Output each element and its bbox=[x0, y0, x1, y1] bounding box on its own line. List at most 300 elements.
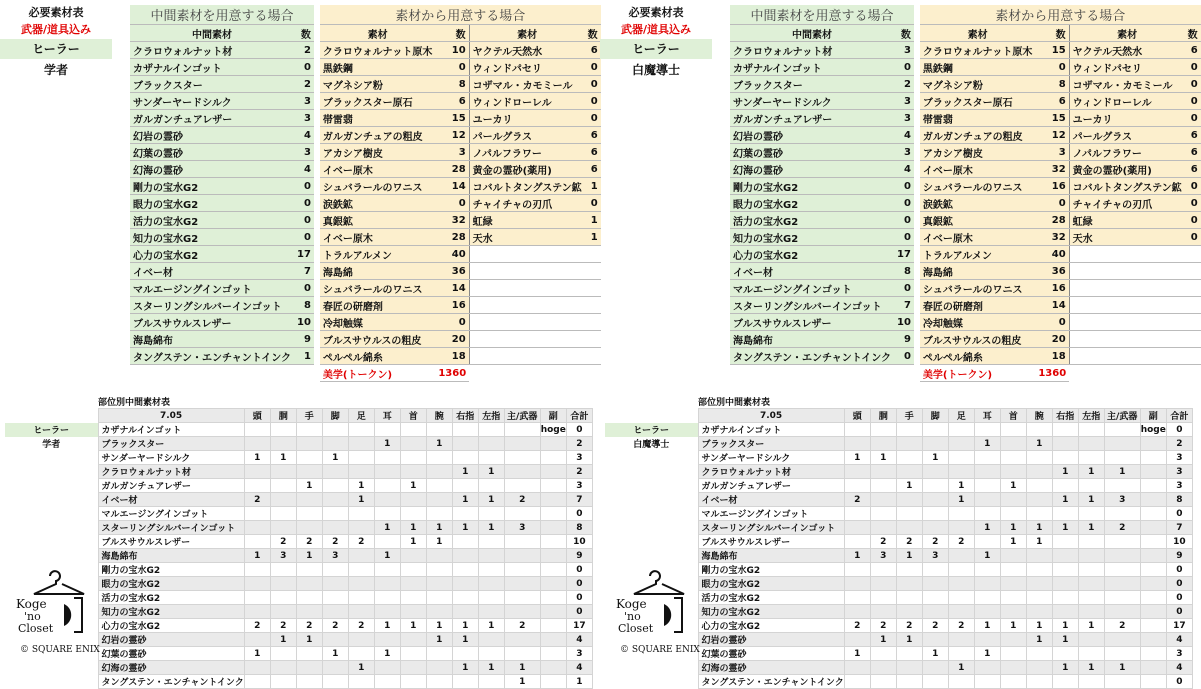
parts-count bbox=[374, 479, 400, 493]
parts-count: 1 bbox=[1000, 619, 1026, 633]
parts-count bbox=[1140, 507, 1166, 521]
parts-count bbox=[974, 661, 1000, 675]
parts-count bbox=[270, 661, 296, 675]
parts-count: 1 bbox=[1052, 521, 1078, 535]
parts-item-name: ブルスサウルスレザー bbox=[98, 535, 244, 549]
parts-count bbox=[1026, 577, 1052, 591]
material-row bbox=[130, 365, 601, 382]
parts-count bbox=[870, 647, 896, 661]
raw-item-count: 0 bbox=[1185, 110, 1201, 127]
material-row bbox=[130, 212, 601, 229]
raw-item-name: パールグラス bbox=[1069, 127, 1185, 144]
blank bbox=[730, 365, 894, 382]
parts-count bbox=[870, 437, 896, 451]
parts-count bbox=[896, 465, 922, 479]
parts-count bbox=[948, 605, 974, 619]
parts-count bbox=[348, 437, 374, 451]
hanger-logo-icon bbox=[14, 568, 104, 638]
copyright: © SQUARE ENIX bbox=[20, 645, 100, 655]
parts-count bbox=[1104, 605, 1140, 619]
parts-count bbox=[426, 605, 452, 619]
parts-count: 1 bbox=[1026, 535, 1052, 549]
parts-count: 1 bbox=[374, 647, 400, 661]
parts-total: 0 bbox=[566, 577, 592, 591]
parts-count bbox=[270, 647, 296, 661]
parts-count: 2 bbox=[322, 619, 348, 633]
blank bbox=[469, 280, 585, 297]
parts-count: 2 bbox=[922, 535, 948, 549]
raw-item-count: 14 bbox=[435, 280, 469, 297]
blank bbox=[585, 365, 601, 382]
parts-count bbox=[974, 507, 1000, 521]
blank bbox=[5, 675, 98, 689]
parts-count bbox=[1000, 507, 1026, 521]
parts-count bbox=[244, 661, 270, 675]
raw-item-count: 6 bbox=[435, 93, 469, 110]
logo-text-2: 'no bbox=[624, 610, 641, 623]
raw-item-name: コバルトタングステン鉱 bbox=[469, 178, 585, 195]
blank bbox=[605, 465, 698, 479]
mid-item-name: 幻海の霊砂 bbox=[730, 161, 894, 178]
parts-count bbox=[296, 507, 322, 521]
parts-count: 1 bbox=[452, 661, 478, 675]
raw-item-count: 15 bbox=[1035, 110, 1069, 127]
num-col-header: 数 bbox=[435, 25, 469, 42]
parts-item-name: 剛力の宝水G2 bbox=[698, 563, 844, 577]
raw-item-name: シュバラールのワニス bbox=[920, 280, 1035, 297]
parts-count bbox=[452, 605, 478, 619]
parts-count: 3 bbox=[922, 549, 948, 563]
parts-count bbox=[348, 549, 374, 563]
mid-item-name: イベー材 bbox=[730, 263, 894, 280]
raw-item-name: 帯雷翡 bbox=[320, 110, 435, 127]
column-header-row bbox=[730, 25, 1201, 42]
blank bbox=[1185, 280, 1201, 297]
parts-count bbox=[1140, 549, 1166, 563]
mid-item-name: サンダーヤードシルク bbox=[730, 93, 894, 110]
parts-count: 1 bbox=[948, 479, 974, 493]
parts-count bbox=[540, 605, 566, 619]
part-col-header: 胴 bbox=[270, 409, 296, 423]
part-col-header: 首 bbox=[1000, 409, 1026, 423]
parts-count: 2 bbox=[504, 619, 540, 633]
parts-count bbox=[948, 563, 974, 577]
column-header-row bbox=[130, 25, 601, 42]
sheet-subtitle: 武器/道具込み bbox=[20, 23, 92, 36]
raw-item-name: ガルガンチュアの粗皮 bbox=[920, 127, 1035, 144]
raw-section-header: 素材から用意する場合 bbox=[920, 5, 1201, 25]
parts-count bbox=[426, 647, 452, 661]
mid-item-name: クラロウォルナット材 bbox=[130, 42, 294, 59]
parts-count bbox=[452, 591, 478, 605]
mid-item-count: 0 bbox=[894, 59, 914, 76]
mid-item-count: 1 bbox=[294, 348, 314, 365]
parts-total: 0 bbox=[1166, 591, 1192, 605]
mid-item-count: 3 bbox=[894, 42, 914, 59]
parts-count bbox=[426, 661, 452, 675]
raw-item-name: 海島綿 bbox=[920, 263, 1035, 280]
parts-count: 2 bbox=[244, 619, 270, 633]
material-row bbox=[730, 93, 1201, 110]
mid-item-name: 活力の宝水G2 bbox=[130, 212, 294, 229]
raw-item-name: 涙鉄鉱 bbox=[920, 195, 1035, 212]
parts-count: 2 bbox=[270, 535, 296, 549]
parts-count bbox=[400, 675, 426, 689]
parts-count bbox=[348, 577, 374, 591]
parts-count: 1 bbox=[1052, 465, 1078, 479]
blank bbox=[1069, 331, 1185, 348]
parts-count bbox=[322, 675, 348, 689]
parts-item-name: 幻岩の霊砂 bbox=[98, 633, 244, 647]
parts-header-row bbox=[605, 409, 1192, 423]
parts-count bbox=[296, 661, 322, 675]
parts-count bbox=[426, 493, 452, 507]
parts-count: 2 bbox=[1104, 521, 1140, 535]
parts-count: 1 bbox=[948, 661, 974, 675]
parts-count: 1 bbox=[1078, 493, 1104, 507]
parts-count bbox=[922, 507, 948, 521]
parts-count bbox=[1052, 423, 1078, 437]
parts-count bbox=[296, 451, 322, 465]
blank bbox=[1185, 314, 1201, 331]
parts-count bbox=[426, 465, 452, 479]
mid-item-count: 2 bbox=[294, 76, 314, 93]
parts-item-name: スターリングシルバーインゴット bbox=[98, 521, 244, 535]
parts-count bbox=[540, 507, 566, 521]
parts-total: 3 bbox=[566, 451, 592, 465]
raw-item-name: シュバラールのワニス bbox=[320, 280, 435, 297]
parts-total: 3 bbox=[566, 479, 592, 493]
parts-count: 2 bbox=[844, 619, 870, 633]
parts-count: hoge bbox=[1140, 424, 1166, 435]
parts-count bbox=[1052, 647, 1078, 661]
blank bbox=[5, 507, 98, 521]
parts-count: 1 bbox=[1078, 619, 1104, 633]
parts-count: 2 bbox=[322, 535, 348, 549]
parts-total: 0 bbox=[566, 591, 592, 605]
parts-count bbox=[504, 479, 540, 493]
mid-item-name: サンダーヤードシルク bbox=[130, 93, 294, 110]
part-col-header: 左指 bbox=[478, 409, 504, 423]
material-row bbox=[730, 76, 1201, 93]
parts-count bbox=[270, 437, 296, 451]
mid-item-name: クラロウォルナット材 bbox=[730, 42, 894, 59]
parts-item-name: ブルスサウルスレザー bbox=[698, 535, 844, 549]
parts-count bbox=[478, 437, 504, 451]
raw-item-count: 36 bbox=[435, 263, 469, 280]
raw-item-count: 12 bbox=[435, 127, 469, 144]
parts-count: 1 bbox=[452, 521, 478, 535]
parts-count bbox=[974, 675, 1000, 689]
parts-count bbox=[374, 507, 400, 521]
parts-count bbox=[296, 675, 322, 689]
raw-item-count: 0 bbox=[435, 195, 469, 212]
parts-count bbox=[1078, 633, 1104, 647]
part-col-header: 手 bbox=[896, 409, 922, 423]
parts-count bbox=[478, 647, 504, 661]
parts-count bbox=[348, 451, 374, 465]
raw-item-name: チャイチャの刃爪 bbox=[469, 195, 585, 212]
parts-count bbox=[870, 591, 896, 605]
mid-item-name: イベー材 bbox=[130, 263, 294, 280]
parts-count bbox=[948, 423, 974, 437]
part-col-header: 頭 bbox=[844, 409, 870, 423]
blank bbox=[1069, 348, 1185, 365]
parts-count bbox=[400, 437, 426, 451]
part-col-header: 胴 bbox=[870, 409, 896, 423]
parts-count bbox=[948, 633, 974, 647]
raw-item-name: イベー原木 bbox=[920, 161, 1035, 178]
parts-count bbox=[540, 661, 566, 675]
parts-count: 1 bbox=[270, 451, 296, 465]
blank bbox=[605, 479, 698, 493]
parts-total: 4 bbox=[566, 633, 592, 647]
parts-total: 4 bbox=[1166, 661, 1192, 675]
mid-item-name: ガルガンチュアレザー bbox=[130, 110, 294, 127]
part-col-header: 主/武器 bbox=[1104, 409, 1140, 423]
parts-total: 3 bbox=[1166, 451, 1192, 465]
job-info bbox=[0, 5, 112, 81]
blank bbox=[1185, 263, 1201, 280]
parts-count bbox=[348, 507, 374, 521]
parts-count bbox=[478, 577, 504, 591]
raw-item-name: 黄金の霊砂(薬用) bbox=[1069, 161, 1185, 178]
material-row bbox=[730, 144, 1201, 161]
parts-count bbox=[974, 535, 1000, 549]
parts-item-name: サンダーヤードシルク bbox=[698, 451, 844, 465]
part-col-header: 耳 bbox=[374, 409, 400, 423]
parts-count bbox=[374, 661, 400, 675]
parts-total: 2 bbox=[1166, 437, 1192, 451]
blank bbox=[5, 549, 98, 563]
parts-count bbox=[1104, 535, 1140, 549]
parts-count: 1 bbox=[1052, 493, 1078, 507]
raw-item-count: 28 bbox=[435, 229, 469, 246]
raw-item-count: 36 bbox=[1035, 263, 1069, 280]
mid-item-name: スターリングシルバーインゴット bbox=[130, 297, 294, 314]
parts-count bbox=[870, 577, 896, 591]
mid-item-count: 9 bbox=[294, 331, 314, 348]
parts-count bbox=[922, 605, 948, 619]
blank bbox=[1069, 280, 1185, 297]
parts-item-name: クラロウォルナット材 bbox=[698, 465, 844, 479]
blank bbox=[130, 365, 294, 382]
parts-count bbox=[922, 493, 948, 507]
parts-count: 1 bbox=[452, 465, 478, 479]
parts-count: 1 bbox=[896, 549, 922, 563]
mid-item-count: 17 bbox=[894, 246, 914, 263]
blank bbox=[894, 365, 914, 382]
raw-item-count: 0 bbox=[435, 59, 469, 76]
blank bbox=[605, 451, 698, 465]
raw-item-name: トラルアルメン bbox=[920, 246, 1035, 263]
blank bbox=[1185, 246, 1201, 263]
sheet-title: 必要素材表 bbox=[628, 6, 684, 19]
parts-row bbox=[5, 423, 592, 437]
parts-count bbox=[1078, 423, 1104, 437]
parts-count bbox=[452, 535, 478, 549]
parts-item-name: カザナルインゴット bbox=[98, 423, 244, 437]
raw-item-name: コザマル・カモミール bbox=[1069, 76, 1185, 93]
parts-count bbox=[400, 577, 426, 591]
parts-count bbox=[540, 675, 566, 689]
parts-count bbox=[296, 605, 322, 619]
raw-item-count: 6 bbox=[1185, 42, 1201, 59]
mid-col-header: 中間素材 bbox=[730, 25, 894, 42]
parts-count bbox=[896, 451, 922, 465]
parts-count: 1 bbox=[244, 647, 270, 661]
parts-count bbox=[1000, 661, 1026, 675]
parts-item-name: マルエージングインゴット bbox=[98, 507, 244, 521]
parts-count bbox=[270, 423, 296, 437]
copyright: © SQUARE ENIX bbox=[620, 645, 700, 655]
material-row bbox=[730, 263, 1201, 280]
parts-row bbox=[5, 493, 592, 507]
parts-count bbox=[844, 591, 870, 605]
blank bbox=[1069, 297, 1185, 314]
raw-item-count: 0 bbox=[585, 76, 601, 93]
raw-item-name: 春匠の研磨剤 bbox=[920, 297, 1035, 314]
mid-item-name: 眼力の宝水G2 bbox=[130, 195, 294, 212]
material-row bbox=[130, 348, 601, 365]
mid-item-count: 0 bbox=[294, 229, 314, 246]
parts-total: 0 bbox=[1166, 605, 1192, 619]
parts-row bbox=[5, 479, 592, 493]
parts-count bbox=[844, 563, 870, 577]
material-row bbox=[130, 263, 601, 280]
raw-item-count: 3 bbox=[1035, 144, 1069, 161]
material-row bbox=[130, 76, 601, 93]
header-row bbox=[130, 5, 601, 25]
raw-item-count: 0 bbox=[1185, 93, 1201, 110]
parts-count bbox=[844, 535, 870, 549]
material-row bbox=[730, 195, 1201, 212]
raw-item-name: ウィンドローレル bbox=[1069, 93, 1185, 110]
parts-row bbox=[5, 437, 592, 451]
parts-count bbox=[322, 423, 348, 437]
raw-item-count: 12 bbox=[1035, 127, 1069, 144]
material-row bbox=[130, 144, 601, 161]
raw-item-name: ウィンドローレル bbox=[469, 93, 585, 110]
material-row bbox=[130, 246, 601, 263]
parts-header-row bbox=[5, 409, 592, 423]
parts-count bbox=[922, 423, 948, 437]
mid-item-count: 0 bbox=[894, 280, 914, 297]
parts-count bbox=[400, 563, 426, 577]
material-row bbox=[130, 229, 601, 246]
parts-count bbox=[374, 423, 400, 437]
parts-count bbox=[374, 633, 400, 647]
parts-total: 7 bbox=[566, 493, 592, 507]
parts-count: 2 bbox=[896, 535, 922, 549]
parts-count bbox=[244, 521, 270, 535]
num-col-header: 数 bbox=[585, 25, 601, 42]
parts-count bbox=[1000, 451, 1026, 465]
parts-count bbox=[452, 675, 478, 689]
parts-total: 3 bbox=[1166, 465, 1192, 479]
parts-item-name: 心力の宝水G2 bbox=[98, 619, 244, 633]
mid-item-name: 海島綿布 bbox=[130, 331, 294, 348]
parts-count bbox=[896, 507, 922, 521]
raw-item-count: 8 bbox=[1035, 76, 1069, 93]
parts-count bbox=[1140, 521, 1166, 535]
parts-count bbox=[348, 591, 374, 605]
parts-count bbox=[974, 465, 1000, 479]
parts-count bbox=[270, 591, 296, 605]
parts-count bbox=[948, 591, 974, 605]
raw-item-name: 天水 bbox=[1069, 229, 1185, 246]
parts-count: 1 bbox=[870, 633, 896, 647]
parts-count bbox=[426, 549, 452, 563]
parts-count: 1 bbox=[478, 661, 504, 675]
mid-item-name: 幻岩の霊砂 bbox=[730, 127, 894, 144]
parts-count bbox=[1104, 675, 1140, 689]
parts-count bbox=[540, 591, 566, 605]
parts-count bbox=[844, 437, 870, 451]
mid-item-count: 8 bbox=[294, 297, 314, 314]
mid-item-name: 海島綿布 bbox=[730, 331, 894, 348]
raw-item-name: 冷却触媒 bbox=[320, 314, 435, 331]
parts-count bbox=[452, 549, 478, 563]
parts-count: 1 bbox=[452, 493, 478, 507]
parts-count bbox=[270, 521, 296, 535]
parts-count bbox=[504, 423, 540, 437]
mid-item-name: 知力の宝水G2 bbox=[130, 229, 294, 246]
parts-count bbox=[948, 577, 974, 591]
parts-count bbox=[540, 619, 566, 633]
parts-item-name: 活力の宝水G2 bbox=[98, 591, 244, 605]
parts-item-name: 知力の宝水G2 bbox=[98, 605, 244, 619]
parts-count bbox=[922, 521, 948, 535]
parts-item-name: イベー材 bbox=[98, 493, 244, 507]
raw-item-name: ガルガンチュアの粗皮 bbox=[320, 127, 435, 144]
parts-count bbox=[844, 661, 870, 675]
parts-row bbox=[605, 493, 1192, 507]
parts-count bbox=[844, 675, 870, 689]
parts-count bbox=[1104, 591, 1140, 605]
parts-count bbox=[270, 493, 296, 507]
parts-count bbox=[870, 507, 896, 521]
job-type-label: ヒーラー bbox=[600, 39, 712, 59]
parts-count bbox=[244, 633, 270, 647]
parts-count: 2 bbox=[504, 493, 540, 507]
parts-count bbox=[540, 535, 566, 549]
mid-item-name: 剛力の宝水G2 bbox=[130, 178, 294, 195]
mid-item-count: 3 bbox=[894, 93, 914, 110]
parts-count bbox=[244, 577, 270, 591]
mid-col-header: 中間素材 bbox=[130, 25, 294, 42]
parts-count bbox=[400, 591, 426, 605]
num-col-header: 数 bbox=[294, 25, 314, 42]
parts-row bbox=[605, 437, 1192, 451]
parts-count bbox=[1104, 423, 1140, 437]
raw-item-count: 6 bbox=[585, 144, 601, 161]
raw-item-count: 15 bbox=[435, 110, 469, 127]
parts-count bbox=[540, 647, 566, 661]
parts-count bbox=[1026, 549, 1052, 563]
job-name: 白魔導士 bbox=[631, 63, 680, 77]
parts-row bbox=[605, 661, 1192, 675]
parts-item-name: 幻岩の霊砂 bbox=[698, 633, 844, 647]
parts-count bbox=[348, 633, 374, 647]
part-col-header: 足 bbox=[948, 409, 974, 423]
parts-count: 1 bbox=[400, 619, 426, 633]
blank bbox=[469, 331, 585, 348]
parts-count bbox=[478, 605, 504, 619]
parts-count bbox=[870, 521, 896, 535]
parts-count: 1 bbox=[374, 521, 400, 535]
mid-item-name: カザナルインゴット bbox=[730, 59, 894, 76]
